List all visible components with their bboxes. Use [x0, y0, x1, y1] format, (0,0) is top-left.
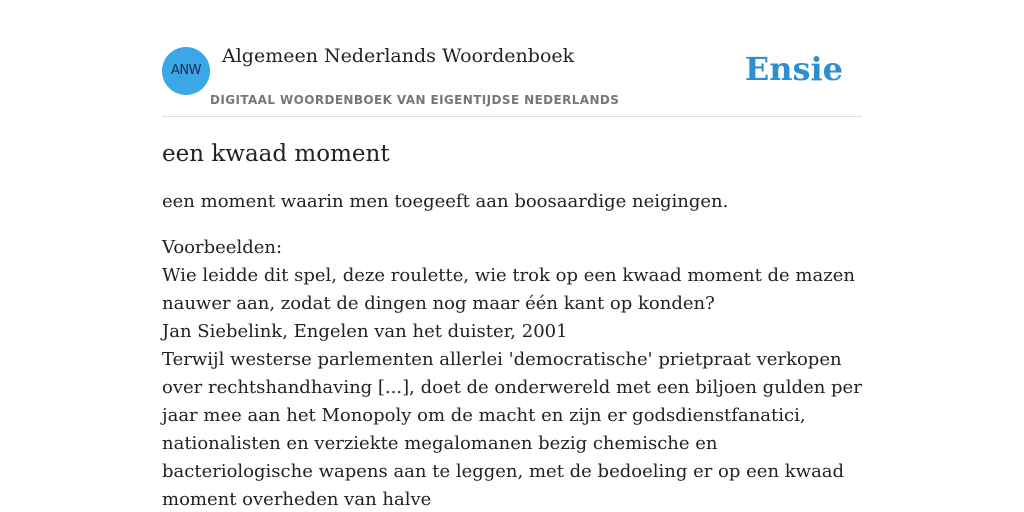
examples-label: Voorbeelden: [162, 237, 283, 258]
site-header [162, 40, 862, 117]
example-source: Jan Siebelink, Engelen van het duister, 2001 [162, 321, 568, 342]
dictionary-subtitle: DIGITAAL WOORDENBOEK VAN EIGENTIJDSE NEDERLANDS [210, 93, 620, 107]
entry-title: een kwaad moment [162, 141, 390, 167]
anw-logo[interactable]: ANW [162, 47, 210, 95]
entry-content [162, 138, 862, 512]
entry-definition: een moment waarin men toegeeft aan boosaardige neigingen. [162, 191, 729, 212]
ensie-logo[interactable]: Ensie [744, 50, 843, 88]
dictionary-title[interactable]: Algemeen Nederlands Woordenboek [222, 45, 575, 67]
example-item [162, 346, 862, 512]
examples-section [162, 234, 862, 512]
example-quote: Terwijl westerse parlementen allerlei 'democratische' prietpraat verkopen over rechtshandhaving [...], doet de onderwereld met een biljoen gulden per jaar mee aan het Monopoly om de macht en zijn er godsdienstfanatici, nationalisten en verziekte megalomanen bezig chemische en bacteriologische wapens aan te leggen, met de bedoeling er op een kwaad moment overheden van halve [162, 349, 862, 510]
example-quote: Wie leidde dit spel, deze roulette, wie trok op een kwaad moment de mazen nauwer aan, zodat de dingen nog maar één kant op konden? [162, 265, 855, 314]
example-item [162, 262, 862, 346]
